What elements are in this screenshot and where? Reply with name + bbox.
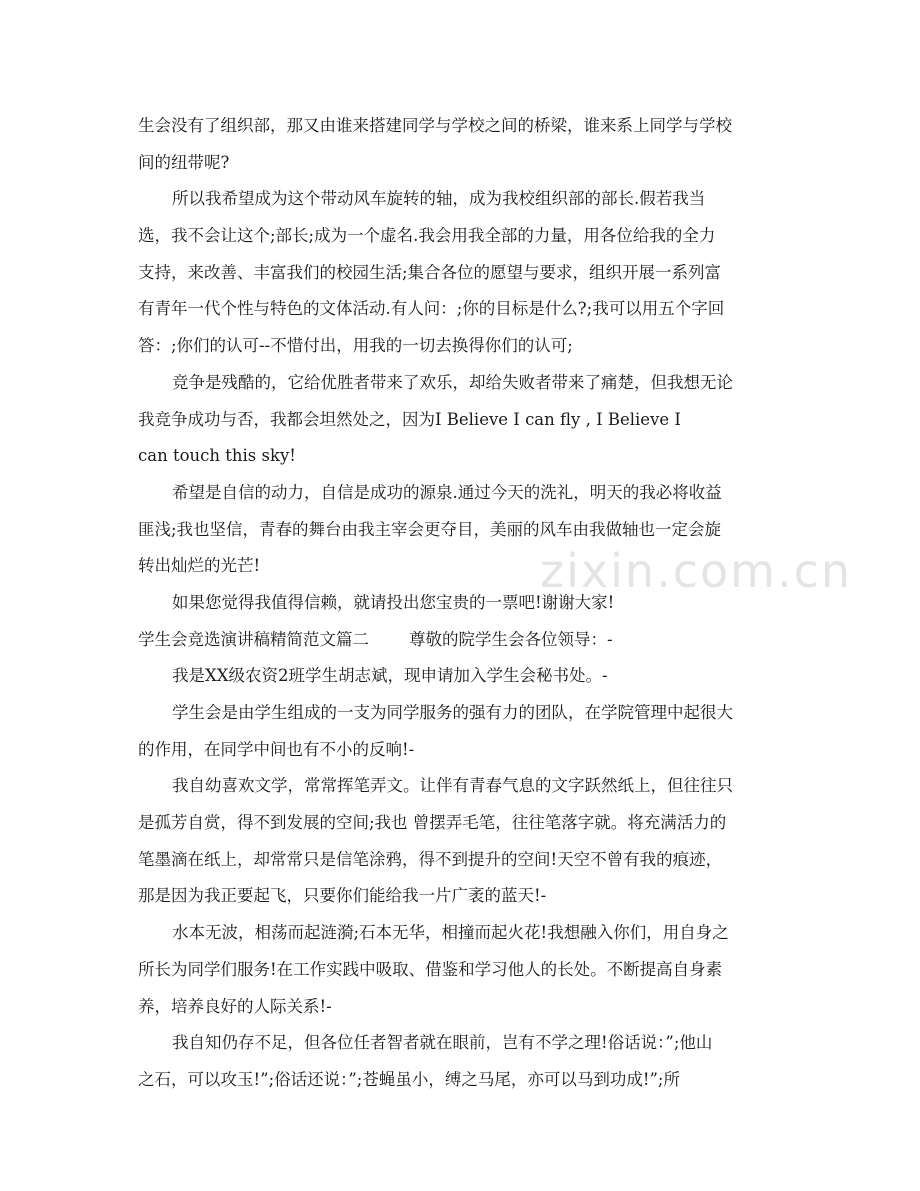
text-line: 之石，可以攻玉!”;俗话还说：”;苍蝇虽小，缚之马尾，亦可以马到功成!”;所 <box>138 1069 680 1089</box>
section-heading-line <box>138 622 788 659</box>
text-line: 支持，来改善、丰富我们的校园生活;集合各位的愿望与要求，组织开展一系列富 <box>138 262 722 282</box>
document-body <box>138 108 788 1099</box>
text-line: 有青年一代个性与特色的文体活动.有人问：;你的目标是什么?;我可以用五个字回 <box>138 299 725 319</box>
text-line: 养，培养良好的人际关系!- <box>138 996 332 1016</box>
salutation: 尊敬的院学生会各位领导：- <box>409 629 613 649</box>
text-line: 笔墨滴在纸上，却常常只是信笔涂鸦，得不到提升的空间!天空不曾有我的痕迹， <box>138 849 723 869</box>
text-line: 选，我不会让这个;部长;成为一个虚名.我会用我全部的力量，用各位给我的全力 <box>138 226 716 246</box>
paragraph-start-line: 竞争是残酷的，它给优胜者带来了欢乐，却给失败者带来了痛楚，但我想无论 <box>172 372 733 392</box>
paragraph-start-line: 如果您觉得我值得信赖，就请投出您宝贵的一票吧!谢谢大家! <box>172 592 615 612</box>
paragraph-start-line: 希望是自信的动力，自信是成功的源泉.通过今天的洗礼，明天的我必将收益 <box>172 482 722 502</box>
paragraph-start-line: 水本无波，相荡而起涟漪;石本无华，相撞而起火花!我想融入你们，用自身之 <box>172 923 729 943</box>
watermark: zixin.com.cn <box>540 544 853 598</box>
text-line: 转出灿烂的光芒! <box>138 556 261 576</box>
paragraph-start-line: 我自幼喜欢文学，常常挥笔弄文。让伴有青春气息的文字跃然纸上，但往往只 <box>172 776 733 796</box>
text-line: 生会没有了组织部，那又由谁来搭建同学与学校之间的桥梁，谁来系上同学与学校 <box>138 116 732 135</box>
text-line: can touch this sky! <box>138 446 296 466</box>
paragraph-start-line: 学生会是由学生组成的一支为同学服务的强有力的团队，在学院管理中起很大 <box>172 703 733 722</box>
text-line: 所长为同学们服务!在工作实践中吸取、借鉴和学习他人的长处。不断提高自身素 <box>138 959 723 979</box>
text-line: 答：;你们的认可--不惜付出，用我的一切去换得你们的认可; <box>138 336 573 356</box>
text-line: 的作用，在同学中间也有不小的反响!- <box>138 739 415 759</box>
paragraph-start-line: 我自知仍存不足，但各位任者智者就在眼前，岂有不学之理!俗话说：”;他山 <box>172 1033 713 1053</box>
paragraph-start-line: 我是XX级农资2班学生胡志斌，现申请加入学生会秘书处。- <box>172 666 608 686</box>
text-line: 是孤芳自赏，得不到发展的空间;我也 曾摆弄毛笔，往往笔落字就。将充满活力的 <box>138 813 727 833</box>
text-line: 我竞争成功与否，我都会坦然处之，因为I Believe I can fly , I Believe I <box>138 409 681 429</box>
text-line: 那是因为我正要起飞，只要你们能给我一片广袤的蓝天!- <box>138 886 547 906</box>
text-line: 间的纽带呢? <box>138 152 230 172</box>
text-line: 匪浅;我也坚信，青春的舞台由我主宰会更夺目，美丽的风车由我做轴也一定会旋 <box>138 519 722 539</box>
section-heading: 学生会竞选演讲稿精简范文篇二 <box>138 629 369 649</box>
paragraph-start-line: 所以我希望成为这个带动风车旋转的轴，成为我校组织部的部长.假若我当 <box>172 189 706 209</box>
